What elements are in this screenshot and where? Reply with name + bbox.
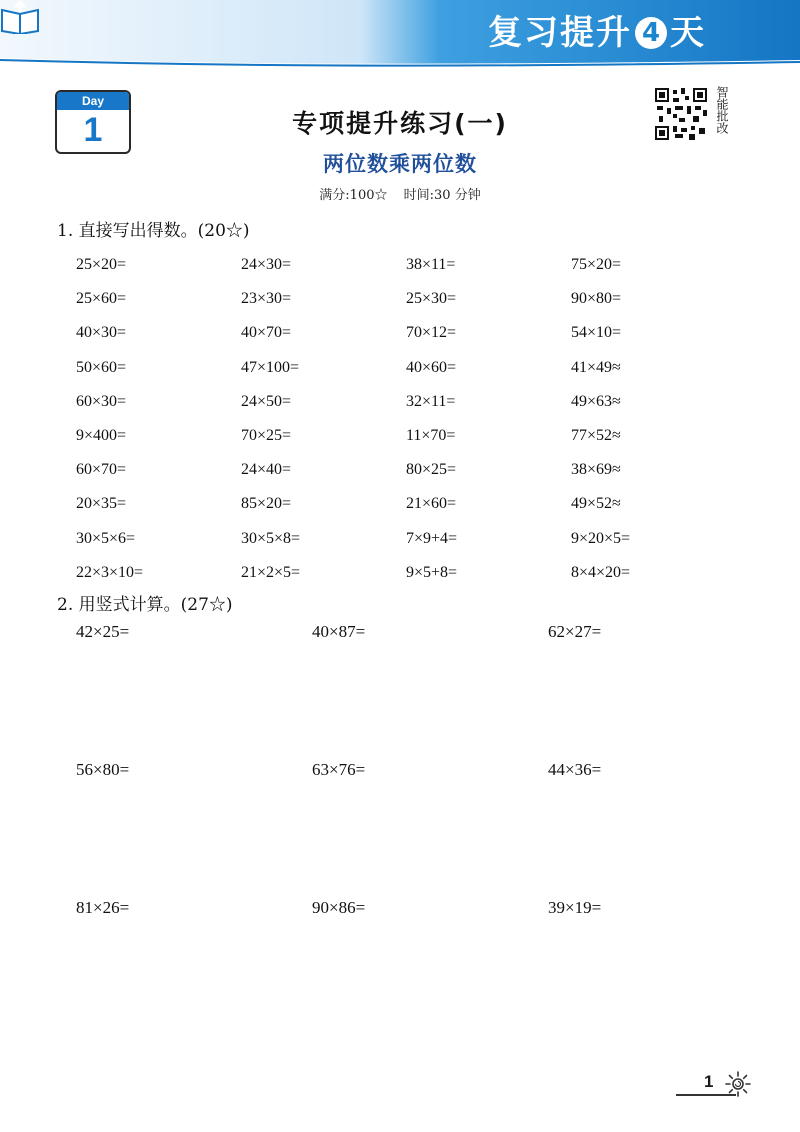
calendar-number: 1: [83, 111, 103, 149]
oral-problem: 60×30=: [76, 392, 127, 410]
qr-label: 智能批改: [715, 86, 729, 134]
problem-row: [76, 522, 736, 556]
oral-problem: 85×20=: [241, 495, 292, 513]
oral-problem: 77×52≈: [571, 427, 621, 445]
vertical-problem: 90×86=: [312, 898, 366, 917]
oral-problem: 49×63≈: [571, 392, 621, 410]
section-1-title: 1. 直接写出得数。(20☆): [57, 221, 250, 241]
vertical-problem-row: [76, 622, 736, 760]
oral-problem: 24×30=: [241, 256, 292, 274]
book-icon: [0, 0, 40, 34]
banner-title: [488, 13, 706, 53]
oral-problem: 21×60=: [406, 495, 457, 513]
oral-problem: 60×70=: [76, 461, 127, 479]
vertical-problem: 81×26=: [76, 898, 130, 917]
oral-problem: 90×80=: [571, 290, 622, 308]
oral-problem: 30×5×6=: [76, 529, 136, 547]
oral-problem: 70×25=: [241, 427, 292, 445]
banner-text-a: 复习提升: [488, 13, 632, 53]
problem-row: [76, 556, 736, 590]
vertical-problem: 42×25=: [76, 622, 130, 641]
oral-problem: 9×20×5=: [571, 529, 631, 547]
oral-problem: 70×12=: [406, 324, 457, 342]
banner-text-b: 天: [670, 13, 706, 53]
oral-problem: 40×70=: [241, 324, 292, 342]
page-number: 1: [704, 1072, 714, 1091]
problem-row: [76, 419, 736, 453]
oral-problem: 40×30=: [76, 324, 127, 342]
oral-problem: 20×35=: [76, 495, 127, 513]
problem-row: [76, 385, 736, 419]
calendar-label: Day: [57, 92, 129, 110]
oral-problem: 40×60=: [406, 358, 457, 376]
oral-problem: 25×60=: [76, 290, 127, 308]
oral-problem: 50×60=: [76, 358, 127, 376]
oral-problem: 41×49≈: [571, 358, 621, 376]
problem-row: [76, 487, 736, 521]
oral-problem: 38×11=: [406, 256, 456, 274]
section-2-title: 2. 用竖式计算。(27☆): [57, 595, 233, 615]
oral-problem: 30×5×8=: [241, 529, 301, 547]
vertical-calculation-grid: [76, 622, 736, 1036]
problem-row: [76, 453, 736, 487]
oral-problem: 9×400=: [76, 427, 127, 445]
sun-icon: [724, 1070, 752, 1098]
full-score: 满分:100☆: [319, 188, 388, 203]
oral-problem: 75×20=: [571, 256, 622, 274]
oral-problem: 21×2×5=: [241, 563, 301, 581]
vertical-problem: 63×76=: [312, 760, 366, 779]
oral-problem: 47×100=: [241, 358, 300, 376]
problem-row: [76, 316, 736, 350]
page-subtitle: 两位数乘两位数: [323, 151, 477, 176]
oral-problem: 8×4×20=: [571, 563, 631, 581]
vertical-problem: 39×19=: [548, 898, 602, 917]
oral-problem: 11×70=: [406, 427, 456, 445]
oral-problem: 23×30=: [241, 290, 292, 308]
problem-row: [76, 282, 736, 316]
vertical-problem-row: [76, 898, 736, 1036]
time-limit: 时间:30 分钟: [403, 188, 481, 203]
oral-problem: 24×50=: [241, 392, 292, 410]
oral-problem: 32×11=: [406, 392, 456, 410]
oral-calculation-grid: [76, 248, 736, 590]
oral-problem: 80×25=: [406, 461, 457, 479]
oral-problem: 54×10=: [571, 324, 622, 342]
score-time-info: [0, 184, 800, 203]
oral-problem: 24×40=: [241, 461, 292, 479]
oral-problem: 25×20=: [76, 256, 127, 274]
vertical-problem: 56×80=: [76, 760, 130, 779]
page-title: 专项提升练习(一): [292, 109, 508, 138]
vertical-problem: 40×87=: [312, 622, 366, 641]
problem-row: [76, 248, 736, 282]
oral-problem: 22×3×10=: [76, 563, 144, 581]
banner-day-badge: 4: [635, 17, 667, 49]
problem-row: [76, 351, 736, 385]
vertical-problem: 44×36=: [548, 760, 602, 779]
oral-problem: 25×30=: [406, 290, 457, 308]
header-banner: [0, 0, 800, 72]
oral-problem: 7×9+4=: [406, 529, 458, 547]
oral-problem: 9×5+8=: [406, 563, 458, 581]
oral-problem: 38×69≈: [571, 461, 621, 479]
vertical-problem: 62×27=: [548, 622, 602, 641]
oral-problem: 49×52≈: [571, 495, 621, 513]
vertical-problem-row: [76, 760, 736, 898]
